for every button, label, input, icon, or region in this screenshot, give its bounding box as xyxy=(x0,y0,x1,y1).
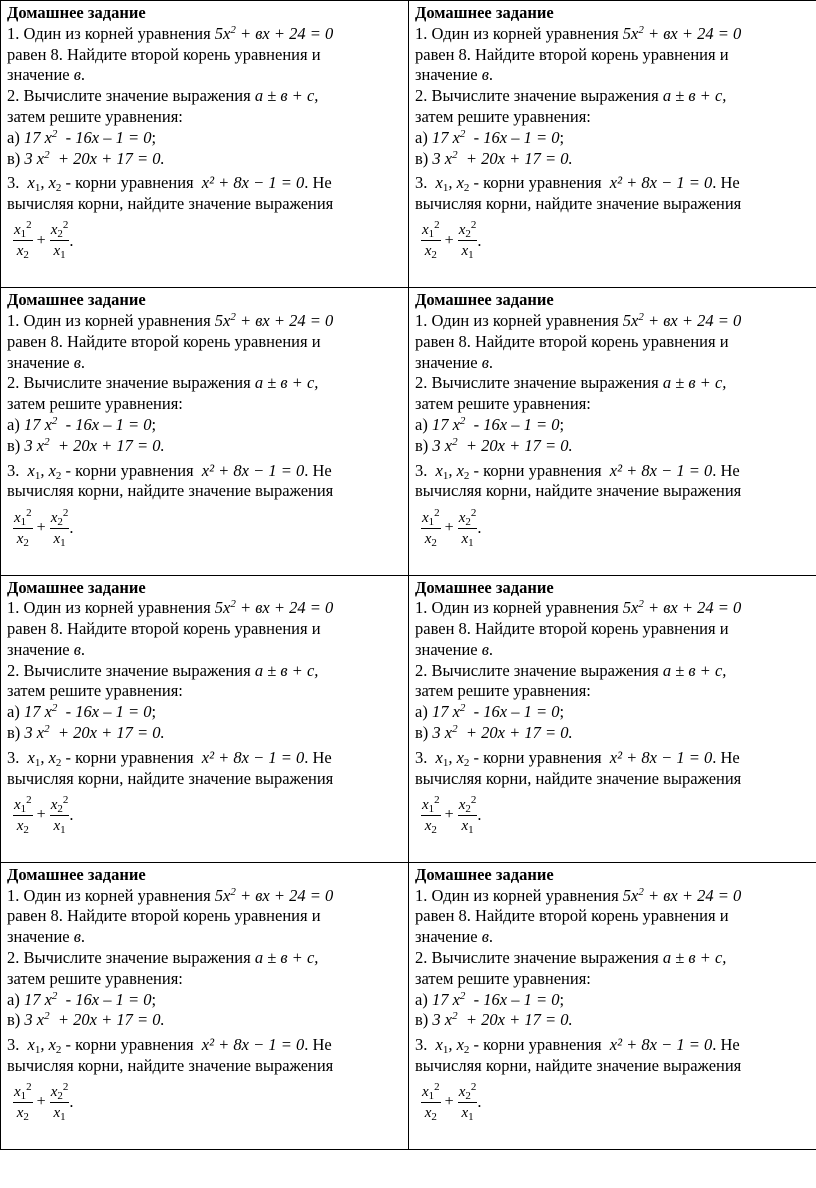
equation-1: $5x^2$ + вx + 24 = 0 xyxy=(622,885,742,905)
task-2-line: 2. Вычислите значение выражения a ± в + с, xyxy=(7,660,319,680)
equation-b: в) 3 $x^2 + 20x + 17 = 0$. xyxy=(7,1010,165,1030)
task-3-line-2: вычисляя корни, найдите значение выражения xyxy=(7,481,334,501)
fraction-expression: $\frac{x_1^2}{x_2}$ + $\frac{x_2^2}{x_1}$ . xyxy=(14,506,74,549)
homework-card xyxy=(415,578,810,838)
task-3-line-2: вычисляя корни, найдите значение выражения xyxy=(7,768,334,788)
task-3-line-2: вычисляя корни, найдите значение выражения xyxy=(415,194,742,214)
equation-1: $5x^2$ + вx + 24 = 0 xyxy=(214,598,334,618)
task-1-line-2: равен 8. Найдите второй корень уравнения и xyxy=(7,906,321,926)
card-title: Домашнее задание xyxy=(7,290,146,310)
task-1-line: 1. Один из корней уравнения $5x^2$ + вx + 24 = 0 xyxy=(7,885,334,905)
task-2-line-2: затем решите уравнения: xyxy=(7,968,183,988)
task-3-line: 3. $x_1$, $x_2$ - корни уравнения x² + 8x − 1 = 0. Не xyxy=(7,747,332,769)
task-3-line: 3. $x_1$, $x_2$ - корни уравнения x² + 8x − 1 = 0. Не xyxy=(415,747,740,769)
homework-card-cell xyxy=(409,288,816,575)
task-1-line-2: равен 8. Найдите второй корень уравнения и xyxy=(7,331,321,351)
equation-1: $5x^2$ + вx + 24 = 0 xyxy=(214,23,334,43)
expression: a ± в + с, xyxy=(254,660,319,680)
table-row xyxy=(1,575,816,862)
task-3-line-2: вычисляя корни, найдите значение выражения xyxy=(7,1055,334,1075)
homework-card-cell xyxy=(1,575,409,862)
fraction-expression: $\frac{x_1^2}{x_2}$ + $\frac{x_2^2}{x_1}$ . xyxy=(14,1081,74,1124)
task-1-line-2: равен 8. Найдите второй корень уравнения и xyxy=(415,906,729,926)
homework-card xyxy=(7,290,402,550)
task-3-line-2: вычисляя корни, найдите значение выражения xyxy=(415,481,742,501)
task-1-line-3: значение в. xyxy=(415,639,494,659)
task-2-line-2: затем решите уравнения: xyxy=(7,681,183,701)
equation-a: а) 17 $x^2 - 16x - 1 = 0$; xyxy=(415,415,565,435)
equation-3: x² + 8x − 1 = 0 xyxy=(609,1035,713,1055)
task-1-line-3: значение в. xyxy=(7,639,86,659)
equation-3: x² + 8x − 1 = 0 xyxy=(201,1035,305,1055)
task-1-line: 1. Один из корней уравнения $5x^2$ + вx + 24 = 0 xyxy=(415,598,742,618)
card-title: Домашнее задание xyxy=(7,577,146,597)
task-2-line-2: затем решите уравнения: xyxy=(415,681,591,701)
fraction-expression: $\frac{x_1^2}{x_2}$ + $\frac{x_2^2}{x_1}$ . xyxy=(422,793,482,836)
task-1-line-3: значение в. xyxy=(415,927,494,947)
task-1-line-2: равен 8. Найдите второй корень уравнения и xyxy=(415,619,729,639)
task-2-line-2: затем решите уравнения: xyxy=(415,394,591,414)
homework-card xyxy=(7,3,402,263)
equation-a: а) 17 $x^2 - 16x - 1 = 0$; xyxy=(415,989,565,1009)
task-2-line: 2. Вычислите значение выражения a ± в + с, xyxy=(415,947,727,967)
task-3-line: 3. $x_1$, $x_2$ - корни уравнения x² + 8x − 1 = 0. Не xyxy=(7,173,332,195)
equation-b: в) 3 $x^2 + 20x + 17 = 0$. xyxy=(415,1010,573,1030)
table-row xyxy=(1,862,816,1149)
homework-card-cell xyxy=(409,575,816,862)
fraction-expression: $\frac{x_1^2}{x_2}$ + $\frac{x_2^2}{x_1}$ . xyxy=(422,219,482,262)
task-1-line-2: равен 8. Найдите второй корень уравнения и xyxy=(7,44,321,64)
table-row xyxy=(1,288,816,575)
homework-card xyxy=(415,3,810,263)
card-title: Домашнее задание xyxy=(7,3,146,22)
task-1-line-2: равен 8. Найдите второй корень уравнения и xyxy=(415,44,729,64)
task-2-line-2: затем решите уравнения: xyxy=(415,106,591,126)
task-1-line-2: равен 8. Найдите второй корень уравнения и xyxy=(415,331,729,351)
homework-card xyxy=(7,865,402,1125)
task-1-line-2: равен 8. Найдите второй корень уравнения и xyxy=(7,619,321,639)
equation-b: в) 3 $x^2 + 20x + 17 = 0$. xyxy=(415,148,573,168)
homework-card xyxy=(415,865,810,1125)
task-2-line: 2. Вычислите значение выражения a ± в + с, xyxy=(415,86,727,106)
task-2-line: 2. Вычислите значение выражения a ± в + с, xyxy=(415,373,727,393)
task-1-line-3: значение в. xyxy=(415,65,494,85)
expression: a ± в + с, xyxy=(254,86,319,106)
task-2-line: 2. Вычислите значение выражения a ± в + с, xyxy=(7,947,319,967)
card-title: Домашнее задание xyxy=(415,3,554,22)
equation-b: в) 3 $x^2 + 20x + 17 = 0$. xyxy=(415,435,573,455)
expression: a ± в + с, xyxy=(662,947,727,967)
task-1-line: 1. Один из корней уравнения $5x^2$ + вx + 24 = 0 xyxy=(7,311,334,331)
equation-1: $5x^2$ + вx + 24 = 0 xyxy=(622,23,742,43)
task-1-line: 1. Один из корней уравнения $5x^2$ + вx + 24 = 0 xyxy=(7,598,334,618)
task-1-line-3: значение в. xyxy=(415,352,494,372)
equation-1: $5x^2$ + вx + 24 = 0 xyxy=(622,598,742,618)
task-3-line-2: вычисляя корни, найдите значение выражения xyxy=(415,768,742,788)
expression: a ± в + с, xyxy=(662,86,727,106)
task-3-line-2: вычисляя корни, найдите значение выражения xyxy=(415,1055,742,1075)
equation-a: а) 17 $x^2 - 16x - 1 = 0$; xyxy=(415,127,565,147)
task-3-line: 3. $x_1$, $x_2$ - корни уравнения x² + 8x − 1 = 0. Не xyxy=(7,460,332,482)
equation-3: x² + 8x − 1 = 0 xyxy=(609,747,713,767)
fraction-expression: $\frac{x_1^2}{x_2}$ + $\frac{x_2^2}{x_1}$ . xyxy=(422,506,482,549)
task-1-line-3: значение в. xyxy=(7,927,86,947)
task-2-line-2: затем решите уравнения: xyxy=(415,968,591,988)
equation-3: x² + 8x − 1 = 0 xyxy=(201,747,305,767)
task-3-line: 3. $x_1$, $x_2$ - корни уравнения x² + 8x − 1 = 0. Не xyxy=(415,460,740,482)
equation-1: $5x^2$ + вx + 24 = 0 xyxy=(622,311,742,331)
equation-a: а) 17 $x^2 - 16x - 1 = 0$; xyxy=(7,989,157,1009)
fraction-expression: $\frac{x_1^2}{x_2}$ + $\frac{x_2^2}{x_1}$ . xyxy=(422,1081,482,1124)
equation-1: $5x^2$ + вx + 24 = 0 xyxy=(214,885,334,905)
task-3-line: 3. $x_1$, $x_2$ - корни уравнения x² + 8x − 1 = 0. Не xyxy=(415,173,740,195)
equation-3: x² + 8x − 1 = 0 xyxy=(609,460,713,480)
table-row xyxy=(1,1,816,288)
expression: a ± в + с, xyxy=(254,373,319,393)
homework-card-cell xyxy=(1,862,409,1149)
task-2-line: 2. Вычислите значение выражения a ± в + с, xyxy=(7,86,319,106)
card-title: Домашнее задание xyxy=(7,864,146,884)
task-1-line: 1. Один из корней уравнения $5x^2$ + вx + 24 = 0 xyxy=(415,885,742,905)
expression: a ± в + с, xyxy=(662,373,727,393)
task-1-line-3: значение в. xyxy=(7,65,86,85)
equation-b: в) 3 $x^2 + 20x + 17 = 0$. xyxy=(7,148,165,168)
fraction-expression: $\frac{x_1^2}{x_2}$ + $\frac{x_2^2}{x_1}$ . xyxy=(14,793,74,836)
expression: a ± в + с, xyxy=(662,660,727,680)
task-3-line-2: вычисляя корни, найдите значение выражения xyxy=(7,194,334,214)
task-1-line: 1. Один из корней уравнения $5x^2$ + вx + 24 = 0 xyxy=(415,23,742,43)
task-1-line-3: значение в. xyxy=(7,352,86,372)
equation-1: $5x^2$ + вx + 24 = 0 xyxy=(214,311,334,331)
homework-card-cell xyxy=(409,862,816,1149)
task-1-line: 1. Один из корней уравнения $5x^2$ + вx + 24 = 0 xyxy=(415,311,742,331)
equation-3: x² + 8x − 1 = 0 xyxy=(609,173,713,193)
homework-card-cell xyxy=(409,1,816,288)
equation-a: а) 17 $x^2 - 16x - 1 = 0$; xyxy=(7,702,157,722)
equation-b: в) 3 $x^2 + 20x + 17 = 0$. xyxy=(415,723,573,743)
equation-a: а) 17 $x^2 - 16x - 1 = 0$; xyxy=(415,702,565,722)
equation-b: в) 3 $x^2 + 20x + 17 = 0$. xyxy=(7,723,165,743)
expression: a ± в + с, xyxy=(254,947,319,967)
equation-b: в) 3 $x^2 + 20x + 17 = 0$. xyxy=(7,435,165,455)
task-1-line: 1. Один из корней уравнения $5x^2$ + вx + 24 = 0 xyxy=(7,23,334,43)
task-2-line: 2. Вычислите значение выражения a ± в + с, xyxy=(7,373,319,393)
equation-a: а) 17 $x^2 - 16x - 1 = 0$; xyxy=(7,127,157,147)
homework-card-cell xyxy=(1,288,409,575)
homework-card xyxy=(415,290,810,550)
card-title: Домашнее задание xyxy=(415,290,554,310)
equation-a: а) 17 $x^2 - 16x - 1 = 0$; xyxy=(7,415,157,435)
equation-3: x² + 8x − 1 = 0 xyxy=(201,460,305,480)
task-3-line: 3. $x_1$, $x_2$ - корни уравнения x² + 8x − 1 = 0. Не xyxy=(415,1035,740,1057)
card-title: Домашнее задание xyxy=(415,577,554,597)
task-2-line: 2. Вычислите значение выражения a ± в + с, xyxy=(415,660,727,680)
homework-card-cell xyxy=(1,1,409,288)
homework-card xyxy=(7,578,402,838)
task-2-line-2: затем решите уравнения: xyxy=(7,106,183,126)
card-title: Домашнее задание xyxy=(415,864,554,884)
fraction-expression: $\frac{x_1^2}{x_2}$ + $\frac{x_2^2}{x_1}$ . xyxy=(14,219,74,262)
task-3-line: 3. $x_1$, $x_2$ - корни уравнения x² + 8x − 1 = 0. Не xyxy=(7,1035,332,1057)
task-2-line-2: затем решите уравнения: xyxy=(7,394,183,414)
equation-3: x² + 8x − 1 = 0 xyxy=(201,173,305,193)
